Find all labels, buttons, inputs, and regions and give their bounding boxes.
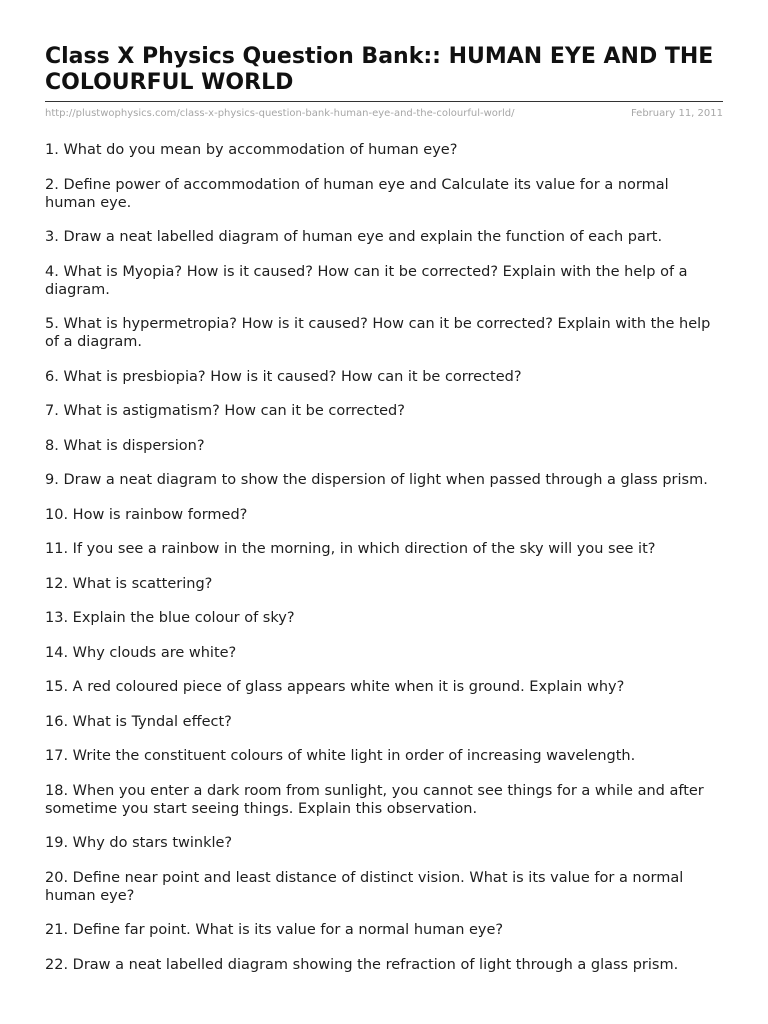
document-page bbox=[45, 44, 723, 990]
question-item: 13. Explain the blue colour of sky? bbox=[45, 610, 295, 626]
question-item: 20. Define near point and least distance of distinct vision. What is its value for a normal human eye? bbox=[45, 869, 684, 904]
question-item: 15. A red coloured piece of glass appears white when it is ground. Explain why? bbox=[45, 679, 625, 695]
question-item: 21. Define far point. What is its value for a normal human eye? bbox=[45, 922, 504, 938]
question-item: 10. How is rainbow formed? bbox=[45, 506, 248, 523]
question-item: 8. What is dispersion? bbox=[45, 437, 205, 454]
question-item: 18. When you enter a dark room from sunlight, you cannot see things for a while and after sometime you start seeing things. Explain this observation. bbox=[45, 782, 704, 817]
question-item: 4. What is Myopia? How is it caused? How can it be corrected? Explain with the help of a diagram. bbox=[45, 263, 688, 298]
question-item: 19. Why do stars twinkle? bbox=[45, 835, 233, 851]
question-item: 17. Write the constituent colours of white light in order of increasing wavelength. bbox=[45, 748, 636, 764]
question-item: 11. If you see a rainbow in the morning, in which direction of the sky will you see it? bbox=[45, 541, 656, 557]
question-list bbox=[45, 141, 723, 974]
publish-date: February 11, 2011 bbox=[630, 108, 723, 119]
question-item: 3. Draw a neat labelled diagram of human eye and explain the function of each part. bbox=[45, 229, 663, 245]
question-item: 9. Draw a neat diagram to show the dispersion of light when passed through a glass prism. bbox=[45, 472, 708, 488]
source-url: http://plustwophysics.com/class-x-physics-question-bank-human-eye-and-the-colourful-world/ bbox=[45, 108, 515, 119]
question-item: 14. Why clouds are white? bbox=[45, 644, 237, 661]
question-item: 1. What do you mean by accommodation of human eye? bbox=[45, 142, 458, 158]
page-title: Class X Physics Question Bank:: HUMAN EYE AND THE COLOURFUL WORLD bbox=[45, 44, 714, 95]
meta-bar bbox=[45, 101, 723, 120]
question-item: 22. Draw a neat labelled diagram showing the refraction of light through a glass prism. bbox=[45, 956, 679, 973]
question-item: 7. What is astigmatism? How can it be corrected? bbox=[45, 403, 405, 419]
question-item: 5. What is hypermetropia? How is it caused? How can it be corrected? Explain with the help of a diagram. bbox=[45, 316, 711, 350]
question-item: 2. Define power of accommodation of human eye and Calculate its value for a normal human eye. bbox=[45, 176, 669, 211]
question-item: 16. What is Tyndal effect? bbox=[45, 713, 232, 730]
question-item: 6. What is presbiopia? How is it caused? How can it be corrected? bbox=[45, 368, 522, 385]
question-item: 12. What is scattering? bbox=[45, 575, 213, 592]
